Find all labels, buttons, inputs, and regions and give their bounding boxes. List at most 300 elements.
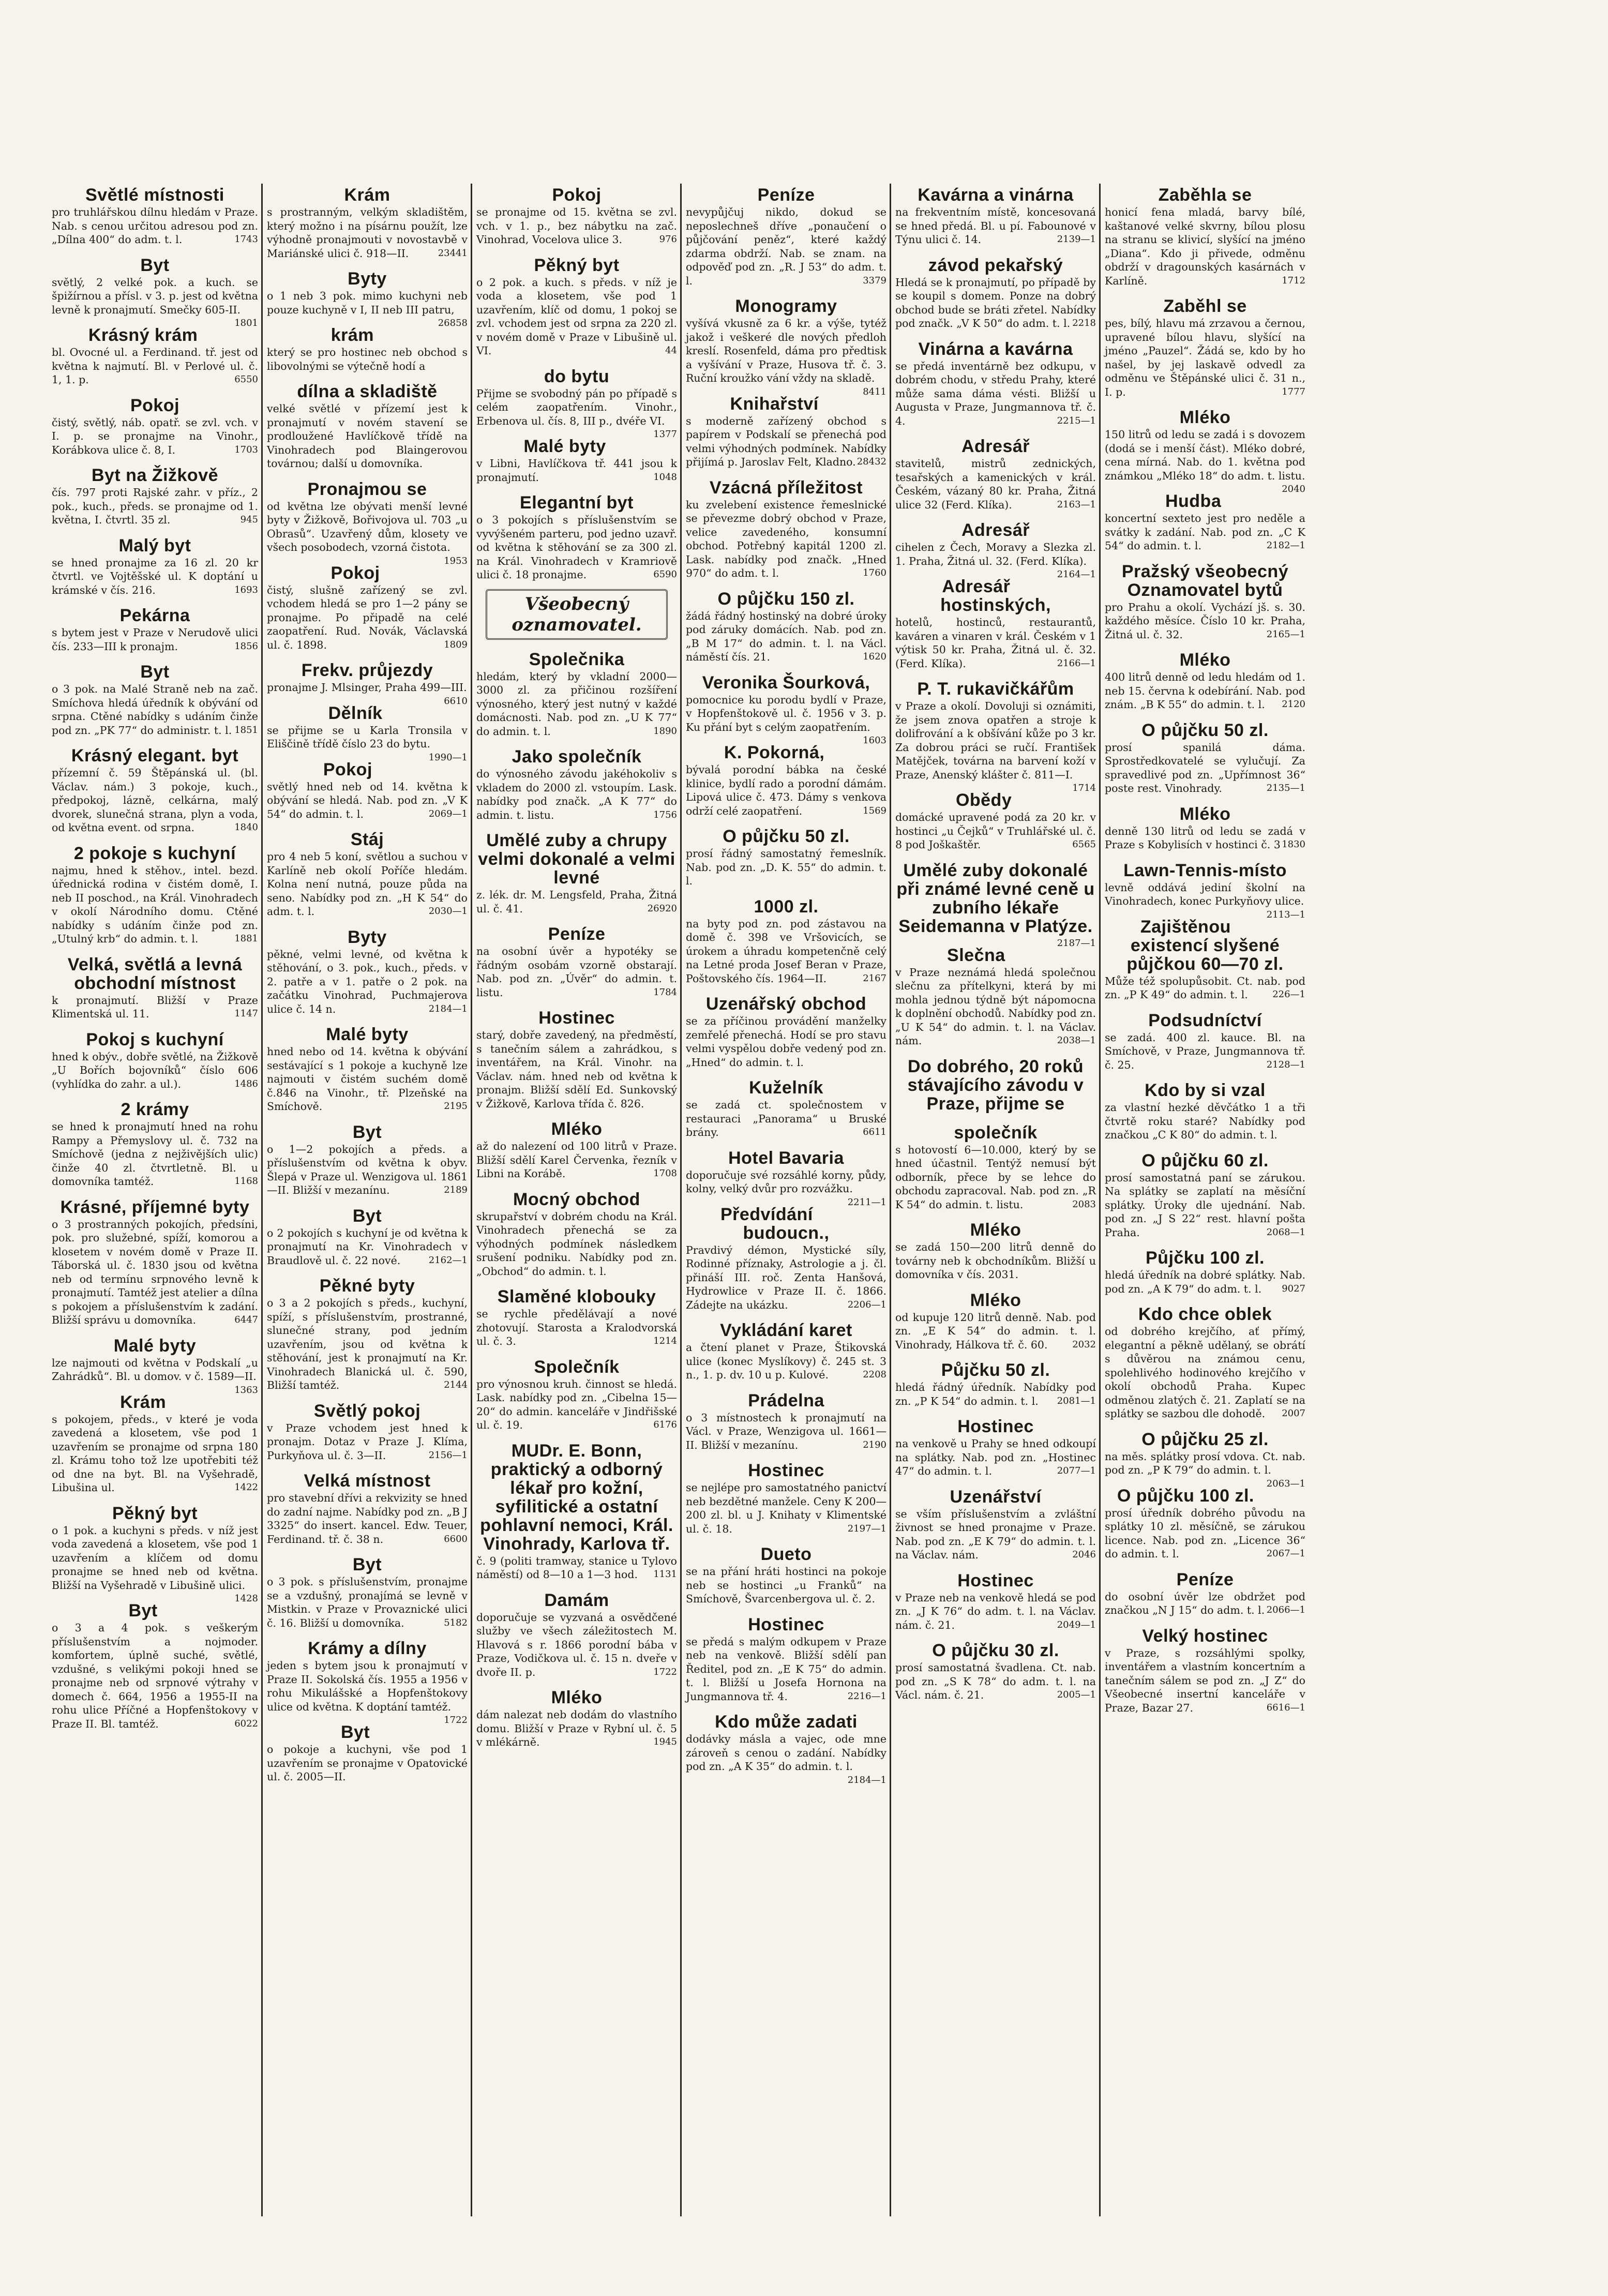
classified-ad: [686, 1613, 886, 1704]
ad-code: 1428: [234, 1593, 258, 1604]
ad-body: [895, 1240, 1096, 1282]
classified-ad: [52, 394, 258, 457]
ad-heading: K. Pokorná,: [724, 743, 825, 762]
classified-ad: [1105, 1484, 1305, 1561]
ad-code: 3379: [863, 275, 886, 286]
ad-heading: Byt: [340, 1722, 370, 1742]
ad-text: až do nalezení od 100 litrů v Praze. Bližší sdělí Karel Červenka, řezník v Libni na Korábě.: [476, 1140, 677, 1180]
ad-heading: Hostinec: [957, 1417, 1034, 1436]
ad-heading: 2 pokoje s kuchyní: [73, 843, 236, 863]
classified-ad: [52, 1028, 258, 1091]
ad-body: [686, 693, 886, 746]
classified-ad: [895, 1359, 1096, 1408]
ad-code: 2195: [444, 1101, 468, 1112]
ad-body: [1105, 1171, 1305, 1240]
ad-heading: Krásný elegant. byt: [71, 746, 239, 766]
classified-ad: [895, 944, 1096, 1048]
ad-text: se přijme se u Karla Tronsila v Eliščině třídě číslo 23 do bytu.: [267, 724, 468, 750]
classified-ad: [686, 741, 886, 818]
ad-text: 150 litrů od ledu se zadá i s dovozem (dodá se i menší část). Mléko dobré, cena mírná. Nab. do 1. května pod známkou „Mléko 18“ do adm. t. listu.: [1105, 428, 1305, 482]
ad-text: nevypůjčuj nikdo, dokud se neposlechneš dříve „ponaučení o půjčování peněz“, které každý zdarma obdrží. Nab. se znam. na odpověď pod zn. „R. J 53“ do adm. t. l.: [686, 206, 886, 287]
column-5: [890, 184, 1099, 2216]
ad-body: [1105, 1590, 1305, 1617]
ad-heading: Pěkný byt: [534, 255, 620, 275]
ad-text: prosí řádný samostatný řemeslník. Nab. pod zn. „D. K. 55“ do admin. t. l.: [686, 847, 886, 887]
ad-code: 2032: [1072, 1339, 1096, 1350]
ad-heading: Umělé zuby a chrupy velmi dokonalé a velmi levné: [478, 831, 675, 888]
ad-text: o 1 neb 3 pok. mimo kuchyni neb pouze kuchyně v I, II neb III patru,: [267, 290, 468, 316]
classified-ad: [895, 1639, 1096, 1702]
classified-ad: [686, 1319, 886, 1382]
ad-heading: Krámy a dílny: [308, 1639, 427, 1658]
classified-ad: [895, 519, 1096, 580]
classified-ad: [895, 184, 1096, 247]
classified-ad: [686, 671, 886, 746]
ad-text: pronajme J. Mlsinger, Praha 499—III.: [267, 681, 467, 694]
classified-ad: [267, 1721, 468, 1784]
ad-code: 1703: [234, 444, 258, 455]
ad-body: [267, 1743, 468, 1784]
ad-body: [267, 1421, 468, 1463]
ad-heading: Byty: [348, 927, 387, 947]
ad-text: prosí samostatná švadlena. Ct. nab. pod zn. „S K 78“ do adm. t. l. na Václ. nám. č. 21.: [895, 1661, 1096, 1701]
ad-body: [476, 387, 677, 440]
ad-text: v Praze neb na venkově hledá se pod zn. „J K 76“ do adm. t. l. na Václav. nám. č. 21.: [895, 1591, 1096, 1631]
ad-body: [52, 1413, 258, 1495]
ad-heading: Společnika: [529, 649, 625, 669]
ad-heading: Peníze: [1176, 1569, 1234, 1589]
ad-code: 2005—1: [1057, 1689, 1096, 1700]
ad-text: se rychle předělávají a nové zhotovují. Starosta a Kralodvorská ul. č. 3.: [476, 1308, 677, 1347]
classified-ad: [1105, 1149, 1305, 1240]
ad-text: o 1—2 pokojích a předs. a příslušenstvím od května k obyv. Šlepá v Praze ul. Wenzigova ul. 1861—II. Bližší v mezanínu.: [267, 1143, 468, 1196]
ad-text: o 3 a 2 pokojích s předs., kuchyní, spíží, s příslušenstvím, prostranné, slunečné strany, pod jedním uzavřením, jsou od května k stěhování, jest k pronajmutí na Kr. Vinohradech Blanická ul. č. 590, Bližší tamtéž.: [267, 1297, 468, 1391]
ad-code: 1990—1: [428, 752, 468, 763]
ad-text: světlý, 2 velké pok. a kuch. se špižírnou a přísl. v 3. p. jest od května levně k pronajmutí. Smečky 605-II.: [52, 276, 258, 316]
ad-heading: Prádelna: [748, 1390, 824, 1410]
ad-code: 1147: [234, 1008, 258, 1019]
ad-heading: Byt: [140, 255, 170, 275]
ad-text: se na přání hráti hostinci na pokoje neb se hostinci „u Franků“ na Smíchově, Švarcenbergova ul. č. 2.: [686, 1565, 886, 1605]
ad-body: [1105, 601, 1305, 642]
ad-text: bývalá porodní bábka na české klinice, bydlí rado a porodní dámám. Lipová ulice č. 473. Dámy s venkova održí celé zaopatření.: [686, 763, 886, 817]
ad-heading: 1000 zl.: [754, 896, 819, 917]
classified-ad: [895, 1415, 1096, 1478]
classified-ad: [686, 393, 886, 469]
classified-ad: [1105, 1568, 1305, 1617]
ad-code: 6022: [234, 1718, 258, 1729]
classified-ad: [1105, 560, 1305, 642]
ad-text: doporučuje se vyzvaná a osvědčené služby ve všech záležitostech M. Hlavová s r. 1866 porodní bába v Praze, Vodičkova ul. č. 15 n. dveře v dvoře II. p.: [476, 1611, 677, 1678]
ad-code: 2081—1: [1057, 1395, 1096, 1406]
ad-code: 1131: [653, 1569, 677, 1580]
ad-body: [686, 1168, 886, 1208]
ad-body: [52, 346, 258, 387]
ad-heading: Pekárna: [119, 606, 190, 625]
ad-code: 1486: [234, 1078, 258, 1089]
ad-code: 6610: [444, 695, 468, 707]
classified-ad: [476, 1439, 677, 1582]
ad-body: [476, 1611, 677, 1679]
ad-heading: Hostinec: [748, 1461, 824, 1480]
ad-heading: Adresář: [961, 520, 1030, 540]
ad-heading: Mléko: [551, 1119, 603, 1139]
classified-ad: [476, 1285, 677, 1348]
ad-text: dám nalezat neb dodám do vlastního domu. Bližší v Praze v Rybní ul. č. 5 v mlékárně.: [476, 1708, 677, 1748]
ad-text: se za příčinou provádění manželky zemřelé přenechá. Hodí se pro stavu velmi vyspělou dobře vedený pod zn. „Hned“ do admin. t. l.: [686, 1015, 886, 1069]
ad-body: [52, 486, 258, 527]
ad-code: 2077—1: [1057, 1465, 1096, 1476]
classified-ad: [895, 859, 1096, 949]
ad-body: [1105, 512, 1305, 553]
classified-ad: [267, 926, 468, 1016]
ad-body: [686, 1014, 886, 1069]
ad-text: velké světlé v přízemí jest k pronajmutí v novém stavení se prodloužené Havlíčkově třídě na Vinohradech pod Blaingerovou továrnou; další u domovníka.: [267, 402, 468, 470]
ad-code: 2067—1: [1266, 1548, 1305, 1559]
ad-body: [267, 1491, 468, 1546]
column-1: [52, 184, 261, 2216]
ad-body: [476, 1377, 677, 1432]
ad-heading: Kdo může zadati: [715, 1712, 858, 1732]
ad-text: se předá s malým odkupem v Praze neb na venkově. Bližší sdělí pan Ředitel, pod zn. „E K 75“ do admin. t. l. Bližší u Josefa Hornona na Jungmannova tř. 4.: [686, 1635, 886, 1703]
ad-heading: Hudba: [1165, 491, 1222, 511]
ad-text: ku zvelebení existence řemeslnické se převezme dobrý obchod v Praze, velice zavedeného, konsumní obchod. Potřebný kapitál 1200 zl. Lask. nabídky pod značk. „Hned 970“ do adm. t. l.: [686, 498, 886, 579]
ad-text: 400 litrů denně od ledu hledám od 1. neb 15. června k odebírání. Nab. pod znám. „B K 55“ do admin. t. l.: [1105, 671, 1305, 711]
ad-body: [52, 205, 258, 247]
ad-body: [686, 498, 886, 580]
ad-code: 2182—1: [1266, 540, 1305, 551]
ad-text: o pokoje a kuchyni, vše pod 1 uzavřením se pronajme v Opatovické ul. č. 2005—II.: [267, 1743, 468, 1783]
classified-ad: [267, 478, 468, 566]
ad-heading: Uzenářský obchod: [705, 994, 867, 1014]
ad-body: [476, 276, 677, 358]
ad-heading: Světlý pokoj: [313, 1401, 421, 1421]
ad-body: [895, 1380, 1096, 1408]
ad-heading: Vzácná příležitost: [709, 477, 863, 498]
ad-heading: Malé byty: [523, 437, 606, 456]
classified-ad: [52, 1502, 258, 1604]
ad-text: doporučuje své rozsáhlé korny, půdy, kolny, velký dvůr pro rozvážku.: [686, 1168, 886, 1195]
ad-code: 1756: [653, 809, 677, 820]
classified-ad: [686, 1203, 886, 1312]
ad-text: a čtení planet v Praze, Štikovská ulice (konec Myslíkovy) č. 245 st. 3 n., 1. p. dv. 10 u p. Kulové.: [686, 1341, 886, 1381]
ad-heading: Mléko: [970, 1290, 1021, 1310]
ad-text: hledám, který by vkladní 2000—3000 zl. za přičinou rozšíření výnosného, který jest nutný v každé domácnosti. Nab. pod zn. „U K 77“ do admin. t. l.: [476, 670, 677, 738]
ad-text: se zadá. 400 zl. kauce. Bl. na Smíchově, v Praze, Jungmannova tř. č. 25.: [1105, 1031, 1305, 1071]
ad-heading: Frekv. průjezdy: [301, 661, 433, 680]
classified-ad: [52, 184, 258, 247]
ad-code: 44: [665, 345, 677, 356]
ad-body: [52, 556, 258, 597]
ad-text: v Praze neznámá hledá společnou slečnu za přítelkyni, která by mi mohla jednou týdně být nápomocna k doplnění obchodů. Nabídky pod zn. „U K 54“ do admin. t. l. na Václav. nám.: [895, 966, 1096, 1047]
ad-text: honicí fena mladá, barvy bílé, kaštanové velké skvrny, bílou plosu na stranu se klivicí, slyšící na jméno „Diana“. Kdo ji přivede, odměnu obdrží v dragounských kasárnách v Karlíně.: [1105, 206, 1305, 287]
ad-heading: Peníze: [548, 924, 606, 944]
ad-text: bl. Ovocné ul. a Ferdinand. tř. jest od května k najmutí. Bl. v Perlové ul. č. 1, 1. p.: [52, 346, 258, 386]
ad-body: [1105, 1268, 1305, 1296]
classified-ad: [1105, 1625, 1305, 1715]
ad-heading: Peníze: [757, 185, 815, 205]
ad-text: se hned pronajme za 16 zl. 20 kr čtvrtl. ve Vojtěšské ul. K doptání u krámské v čís. 216.: [52, 556, 258, 596]
ad-heading: do bytu: [544, 366, 610, 386]
ad-body: [267, 681, 468, 707]
ad-code: 226—1: [1272, 989, 1305, 1000]
ad-text: o 3 a 4 pok. s veškerým příslušenstvím a nojmoder. komfortem, úplně suché, světlé, vzdušné, s velikými pokoji hned se pronajme neb od srpnové výtrahy v domech č. 664, 1956 a 1955-II na rohu ulice Příčné a Hopfenštokovy v Praze II. Bl. tamtéž.: [52, 1622, 258, 1730]
ad-heading: P. T. rukavičkářům: [917, 679, 1074, 699]
ad-code: 2208: [863, 1369, 886, 1380]
ad-text: pro stavební dřívi a rekvizity se hned do zadní najme. Nabídky pod zn. „B J 3325“ do insert. kancel. Edw. Teuer, Ferdinand. tř. č. 38 n.: [267, 1492, 468, 1545]
ad-body: [1105, 974, 1305, 1002]
ad-body: [52, 864, 258, 946]
ad-body: [1105, 824, 1305, 852]
ad-body: [895, 1507, 1096, 1562]
ad-code: 2189: [444, 1184, 468, 1195]
ad-body: [52, 1050, 258, 1091]
ad-heading: Jako společník: [512, 747, 642, 767]
ad-code: 1881: [234, 933, 258, 944]
classified-ad: [895, 1569, 1096, 1632]
ad-text: na venkově u Prahy se hned odkoupí na splátky. Nab. pod zn. „Hostinec 47“ do admin. t. l.: [895, 1437, 1096, 1477]
ad-code: 976: [659, 234, 677, 245]
ad-body: [52, 1356, 258, 1395]
ad-code: 1620: [863, 651, 886, 662]
ad-text: prosí spanilá dáma. Sprostředkovatelé se vylučují. Za spravedlivé pod zn. „Upřímnost 36“ poste rest. Vinohrady.: [1105, 741, 1305, 794]
classified-ad: [1105, 859, 1305, 920]
ad-heading: Krám: [344, 185, 390, 205]
classified-ad: [267, 267, 468, 328]
ad-code: 1712: [1282, 275, 1305, 286]
ad-code: 2128—1: [1266, 1059, 1305, 1070]
ad-heading: Byt na Žižkově: [91, 466, 219, 485]
ad-code: 2184—1: [428, 1003, 468, 1014]
ad-body: [1105, 741, 1305, 796]
ad-text: který se pro hostinec neb obchod s libovolnými se výtečně hodí a: [267, 346, 468, 372]
ad-heading: Byty: [348, 269, 387, 289]
ad-text: k pronajmutí. Bližší v Praze Klimentská ul. 11.: [52, 994, 258, 1020]
ad-text: hledá úředník na dobré splátky. Nab. pod zn. „A K 79“ do adm. t. l.: [1105, 1269, 1305, 1295]
classified-ad: [52, 1599, 258, 1731]
ad-code: 26858: [438, 318, 468, 328]
classified-ad: [1105, 295, 1305, 399]
ad-heading: Zajištěnou existencí slyšené půjčkou 60—70 zl.: [1126, 917, 1284, 974]
classified-ad: [267, 1121, 468, 1197]
ad-code: 2184—1: [847, 1774, 886, 1785]
ad-text: o 1 pok. a kuchyni s předs. v níž jest voda zavedená a klosetem, vše pod 1 uzavřením a klíčem od domu pronajme se hned neb od května. Bližší na Vyšehradě v Libušině ulici.: [52, 1524, 258, 1592]
ad-heading: Monogramy: [735, 296, 837, 316]
ad-text: pomocnice ku porodu bydlí v Praze, v Hopfenštokově ul. č. 1956 v 3. p. Ku přání byt s celým zaopatřením.: [686, 693, 886, 733]
ad-code: 1048: [653, 471, 677, 483]
classified-ad: [267, 828, 468, 919]
ad-heading: Hostinec: [957, 1570, 1034, 1590]
ad-code: 1851: [234, 724, 258, 736]
ad-heading: Zaběhla se: [1158, 185, 1252, 205]
ad-code: 2166—1: [1057, 657, 1096, 669]
classified-ad: [476, 829, 677, 916]
ad-body: [476, 1210, 677, 1279]
ad-text: z. lék. dr. M. Lengsfeld, Praha, Žitná ul. č. 41.: [476, 889, 677, 915]
ad-heading: Pěkný byt: [112, 1503, 198, 1523]
ad-body: [895, 1437, 1096, 1478]
ad-body: [1105, 1031, 1305, 1072]
ad-code: 2187—1: [1057, 937, 1096, 949]
ad-heading: společník: [954, 1122, 1038, 1143]
ad-body: [267, 1575, 468, 1630]
ad-heading: Světlé místnosti: [85, 185, 224, 205]
ad-code: 2083: [1072, 1198, 1096, 1210]
ad-text: se pronajme od 15. května se zvl. vch. v 1. p., bez nábytku na zač. Vinohrad, Vocelova ulice 3.: [476, 206, 677, 246]
classified-ad: [476, 1356, 677, 1432]
ad-heading: O půjčku 150 zl.: [717, 589, 855, 609]
classified-ad: [476, 491, 677, 582]
ad-body: [267, 402, 468, 471]
ad-text: se vším příslušenstvím a zvláštní živnost se hned pronajme v Praze. Nab. pod zn. „E K 79“ do admin. t. l. na Václav. nám.: [895, 1507, 1096, 1561]
ad-text: se zadá 150—200 litrů denně do továrny neb k obchodníkům. Bližší u domovníka v čís. 2031.: [895, 1241, 1096, 1281]
ad-code: 1840: [234, 822, 258, 833]
ad-body: [686, 917, 886, 986]
classified-ad: [895, 338, 1096, 428]
ad-text: do osobní úvěr lze obdržet pod značkou „N J 15“ do adm. t. l.: [1105, 1590, 1305, 1616]
ad-heading: O půjčku 50 zl.: [723, 827, 850, 846]
classified-ad: [895, 1121, 1096, 1212]
ad-code: 8411: [863, 386, 886, 397]
ad-body: [476, 1139, 677, 1181]
classified-ad: [476, 745, 677, 822]
ad-heading: Mléko: [970, 1220, 1021, 1240]
ad-heading: Zaběhl se: [1163, 296, 1247, 316]
classified-ad: [52, 1391, 258, 1495]
ad-code: 1743: [234, 234, 258, 245]
ad-code: 6616—1: [1266, 1702, 1305, 1713]
ad-heading: Pokoj: [552, 185, 602, 205]
ad-body: [476, 670, 677, 739]
ad-body: [686, 609, 886, 664]
ad-text: pěkné, velmi levné, od května k stěhování, o 3. pok., kuch., předs. v 2. patře a v 1. patře o 2 pok. na začátku Vinohrad, Puchmajerova ulice č. 14 n.: [267, 948, 468, 1015]
ad-code: 1708: [653, 1168, 677, 1179]
classified-ad: [1105, 803, 1305, 852]
ad-body: [267, 583, 468, 652]
ad-code: 2040: [1282, 484, 1305, 494]
ad-text: čís. 797 proti Rajské zahr. v příz., 2 pok., kuch., předs. se pronajme od 1. května, I. čtvrtl. 35 zl.: [52, 486, 258, 526]
ad-body: [476, 1554, 677, 1582]
ad-heading: závod pekařský: [928, 255, 1063, 275]
ad-body: [895, 811, 1096, 852]
ad-code: 23441: [438, 247, 468, 259]
ad-code: 2216—1: [847, 1690, 886, 1702]
ad-heading: Umělé zuby dokonalé při známé levné ceně u zubního lékaře Seidemanna v Platýze.: [896, 860, 1095, 936]
ad-text: s moderně zařízený obchod s papírem v Podskalí se přenechá pod velmi výhodných podmínek. Nabídky přijímá p. Jaroslav Felt, Kladno.: [686, 414, 886, 468]
ad-heading: Krásné, příjemné byty: [60, 1197, 250, 1217]
classified-ad: [1105, 719, 1305, 796]
ad-heading: Dělník: [328, 703, 383, 723]
ad-code: 2218: [1072, 318, 1096, 328]
ad-heading: Kavárna a vinárna: [918, 185, 1074, 205]
ad-heading: Slaměné klobouky: [497, 1287, 656, 1307]
ad-code: 2069—1: [428, 808, 468, 819]
classified-ad: [267, 562, 468, 652]
ad-text: na frekventním místě, koncesovaná se hned předá. Bl. u pí. Fabounové v Týnu ulici č. 14.: [895, 206, 1096, 246]
ad-text: Přijme se svobodný pán po případě s celém zaopatřením. Vinohr., Erbenova ul. čís. 8, III p., dvéře VI.: [476, 387, 677, 427]
classified-ad: [1105, 1303, 1305, 1421]
ad-body: [686, 1565, 886, 1606]
ad-code: 2163—1: [1057, 499, 1096, 510]
ad-heading: Mocný obchod: [513, 1189, 640, 1209]
ad-body: [686, 1635, 886, 1704]
ad-code: 1714: [1072, 783, 1096, 793]
ad-body: [686, 763, 886, 818]
ad-code: 2049—1: [1057, 1619, 1096, 1630]
classified-ad: [52, 604, 258, 653]
classified-ad: [267, 1205, 468, 1268]
ad-body: [267, 948, 468, 1016]
ad-code: 1945: [653, 1736, 677, 1747]
ad-heading: dílna a skladiště: [297, 382, 438, 401]
classified-ad: [52, 324, 258, 387]
ad-body: [267, 850, 468, 919]
classified-columns: [52, 184, 1562, 2216]
ad-body: [52, 994, 258, 1021]
ad-body: [476, 767, 677, 822]
ad-heading: Byt: [352, 1206, 382, 1226]
ad-code: 2068—1: [1266, 1226, 1305, 1238]
ad-heading: O půjčku 100 zl.: [1117, 1485, 1254, 1506]
ad-heading: Veronika Šourková,: [702, 672, 870, 693]
ad-body: [267, 346, 468, 373]
ad-text: prosí samostatná paní se zárukou. Na splátky se zaplatí na měsíční splátky. Úroky dle ujednání. Nab. pod zn. „J S 22“ rest. hlavní pošta Praha.: [1105, 1171, 1305, 1239]
ad-code: 1603: [863, 735, 886, 746]
ad-text: skrupařství v dobrém chodu na Král. Vinohradech přenechá se za výhodných podmínek následkem srušení podniku. Nabídky pod zn. „Obchod“ do admin. t. l.: [476, 1210, 677, 1278]
ad-body: [52, 276, 258, 328]
ad-body: [895, 616, 1096, 670]
ad-text: hned k obýv., dobře světlé, na Žižkově „U Bořích bojovníků“ číslo 606 (vyhlídka do zahr. a ul.).: [52, 1050, 258, 1090]
ad-code: 1168: [234, 1176, 258, 1187]
ad-text: prosí úředník dobrého původu na splátky 10 zl. měsíčně, se zárukou licence. Nab. pod zn. „Licence 36“ do admin. t. l.: [1105, 1506, 1305, 1560]
ad-heading: Půjčku 100 zl.: [1146, 1248, 1265, 1268]
ad-body: [267, 780, 468, 821]
ad-code: 2197—1: [847, 1523, 886, 1534]
ad-text: č. 9 (politi tramway, stanice u Tylovo náměstí) od 8—10 a 1—3 hod.: [476, 1554, 677, 1581]
ad-text: čistý, světlý, náb. opatř. se zvl. vch. v I. p. se pronajme na Vinohr., Korábkova ulice č. 8, I.: [52, 416, 258, 456]
ad-heading: Předvídání budoucn.,: [720, 1204, 830, 1243]
ad-body: [476, 205, 677, 247]
ad-body: [895, 205, 1096, 247]
banner-vseobecny-oznamovatel: Všeobecný oznamovatel.: [486, 589, 668, 640]
classified-ad: [476, 923, 677, 999]
ad-heading: Byt: [140, 662, 170, 682]
ad-code: 6600: [444, 1533, 468, 1544]
ad-text: pro 4 neb 5 koní, světlou a suchou v Karlíně neb okolí Poříče hledám. Kolna není nutná, pouze půda na seno. Nabídky pod zn. „H K 54“ do adm. t. l.: [267, 850, 468, 918]
classified-ad: [52, 953, 258, 1021]
ad-text: hotelů, hostinců, restaurantů, kaváren a vinaren v král. Českém v 1 výtisk 50 kr. Praha, Žitná ul. č. 32. (Ferd. Klíka).: [895, 616, 1096, 670]
ad-body: [895, 1143, 1096, 1212]
classified-ad: [476, 1188, 677, 1279]
ad-text: od dobrého krejčího, ať přímý, elegantní a pěkně udělaný, se obrátí s důvěrou na známou cenu, spolehlivého hodinového krejčího v okolí obchodů Praha. Kupec odměnou zlatých č. 21. Zaplatí se na splátky se sazbou dle dohodě.: [1105, 1325, 1305, 1420]
ad-body: [267, 289, 468, 328]
ad-body: [1105, 1101, 1305, 1142]
ad-heading: krám: [330, 325, 374, 345]
ad-heading: Damám: [544, 1590, 609, 1610]
classified-ad: [52, 254, 258, 328]
ad-heading: Kdo chce oblek: [1138, 1304, 1272, 1324]
ad-text: pro výnosnou kruh. činnost se hledá. Lask. nabídky pod zn. „Cibelna 15—20“ do admin. kanceláře v Jindřišské ul. č. 19.: [476, 1377, 677, 1431]
classified-ad: [267, 184, 468, 260]
column-3: [471, 184, 680, 2216]
ad-code: 2030—1: [428, 906, 468, 917]
classified-ad: [1105, 406, 1305, 494]
ad-heading: Společník: [534, 1357, 620, 1377]
ad-body: [52, 1218, 258, 1327]
classified-ad: [267, 659, 468, 707]
classified-ad: [1105, 1079, 1305, 1142]
ad-code: 2144: [444, 1379, 468, 1390]
